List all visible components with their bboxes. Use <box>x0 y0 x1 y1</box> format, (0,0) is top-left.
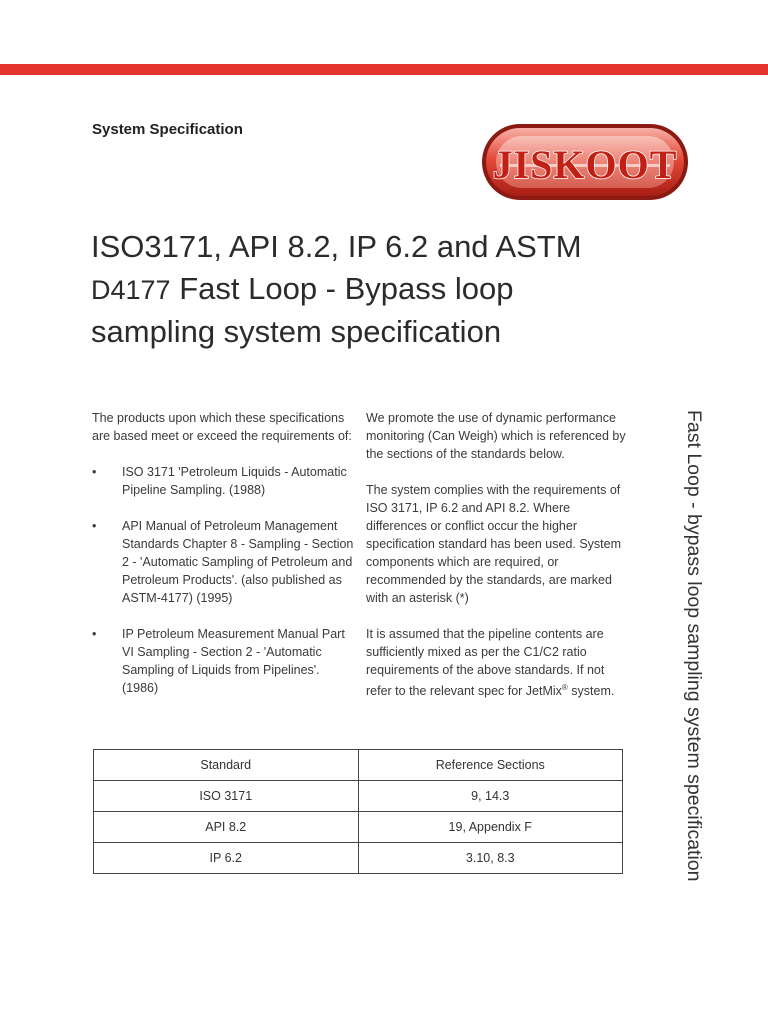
table-cell: 19, Appendix F <box>358 812 623 843</box>
standards-list <box>92 463 354 697</box>
list-item <box>92 625 354 697</box>
compliance-paragraph: The system complies with the requirements of ISO 3171, IP 6.2 and API 8.2. Where differences or conflict occur the higher specification standard has been used. System components which are required, or recommended by the standards, are marked with an asterisk (*) <box>366 483 622 605</box>
table-row <box>94 812 623 843</box>
bullet-icon: • <box>92 519 97 533</box>
section-label: System Specification <box>92 121 243 138</box>
table-cell: API 8.2 <box>94 812 359 843</box>
list-item <box>92 463 354 499</box>
table-cell: 9, 14.3 <box>358 781 623 812</box>
title-line-1: ISO3171, API 8.2, IP 6.2 and ASTM <box>91 229 582 264</box>
table-cell: 3.10, 8.3 <box>358 843 623 874</box>
mixing-text-end: system. <box>567 684 615 699</box>
mixing-paragraph <box>366 625 628 700</box>
title-line-3: sampling system specification <box>91 314 502 349</box>
bullet-icon: • <box>92 627 97 641</box>
monitoring-paragraph: We promote the use of dynamic performance monitoring (Can Weigh) which is referenced by the sections of the standards below. <box>366 411 626 461</box>
list-item <box>92 517 354 607</box>
title-line-2: Fast Loop - Bypass loop <box>170 271 514 306</box>
table-cell: IP 6.2 <box>94 843 359 874</box>
reference-table <box>93 749 623 874</box>
list-item-text: ISO 3171 'Petroleum Liquids - Automatic Pipeline Sampling. (1988) <box>122 465 347 497</box>
intro-paragraph: The products upon which these specifications are based meet or exceed the requirements of: <box>92 411 352 443</box>
logo-emblem-icon <box>480 120 690 204</box>
table-row <box>94 843 623 874</box>
title-line-2-prefix: D4177 <box>91 275 171 305</box>
right-column <box>366 409 628 718</box>
registered-mark: ® <box>561 683 568 692</box>
mixing-text: It is assumed that the pipeline contents are sufficiently mixed as per the C1/C2 ratio requirements of the above standards. If not refer to the relevant spec for JetMix <box>366 627 605 699</box>
top-red-bar <box>0 64 768 75</box>
column-header-reference: Reference Sections <box>358 750 623 781</box>
logo-text: JISKOOT <box>492 142 678 187</box>
page-title <box>91 226 611 353</box>
column-header-standard: Standard <box>94 750 359 781</box>
left-column <box>92 409 354 715</box>
vertical-side-title: Fast Loop - bypass loop sampling system specification <box>683 410 705 882</box>
table-row <box>94 781 623 812</box>
table-cell: ISO 3171 <box>94 781 359 812</box>
list-item-text: IP Petroleum Measurement Manual Part VI Sampling - Section 2 - 'Automatic Sampling of Liquids from Pipelines'. (1986) <box>122 627 345 695</box>
jiskoot-logo <box>480 120 690 204</box>
table-header-row <box>94 750 623 781</box>
bullet-icon: • <box>92 465 97 479</box>
list-item-text: API Manual of Petroleum Management Standards Chapter 8 - Sampling - Section 2 - 'Automatic Sampling of Petroleum and Petroleum Products'. (also published as ASTM-4177) (1995) <box>122 519 354 605</box>
